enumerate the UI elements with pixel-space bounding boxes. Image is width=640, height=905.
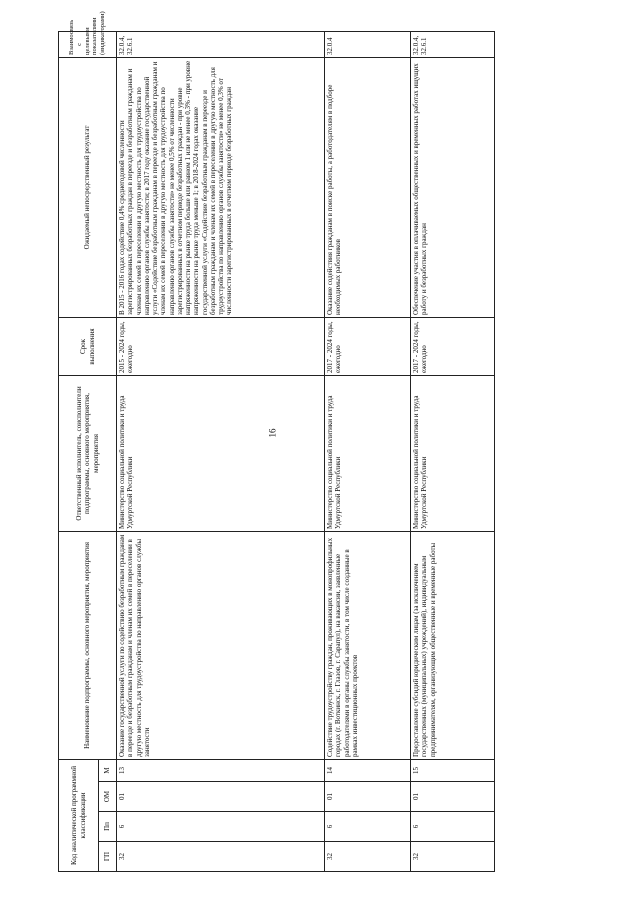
cell-gp: 32 [411,842,495,872]
cell-m: 13 [117,759,325,781]
cell-om: 01 [325,782,411,812]
cell-name: Оказание государственной услуги по содействию безработным гражданам в переезде и безработным гражданам и членам их семей в переселении в другую местность для трудоустройства по направлению органов службы занятости [117,531,325,759]
cell-executor: Министерство социальной политики и труда Удмуртской Республики [325,375,411,531]
header-om: ОМ [99,782,117,812]
header-gp: ГП [99,842,117,872]
cell-result: Оказание содействия гражданам в поиске работы, а работодателям в подборе необходимых работников [325,57,411,317]
table-row [325,31,411,871]
header-name: Наименование подпрограммы, основного мероприятия, мероприятия [59,531,117,759]
cell-om: 01 [411,782,495,812]
page-number: 16 [267,428,278,438]
cell-term: 2017 - 2024 годы, ежегодно [325,317,411,375]
cell-pp: 6 [411,812,495,842]
cell-name: Предоставление субсидий юридическим лицам (за исключением государственных (муниципальных) учреждений), индивидуальным предпринимателям, организующим общественные и временные работы [411,531,495,759]
cell-om: 01 [117,782,325,812]
cell-link: 32.0.4 [325,31,411,57]
cell-m: 14 [325,759,411,781]
rotated-table-sheet [58,11,498,872]
header-code-group: Код аналитической программной классификации [59,759,99,871]
cell-term: 2015 - 2024 годы, ежегодно [117,317,325,375]
program-table [58,11,495,872]
header-pp: Пп [99,812,117,842]
cell-m: 15 [411,759,495,781]
cell-pp: 6 [117,812,325,842]
cell-executor: Министерство социальной политики и труда Удмуртской Республики [117,375,325,531]
table-row [117,31,325,871]
cell-link: 32.0.4, 32.6.1 [117,31,325,57]
table-row [411,31,495,871]
header-result: Ожидаемый непосредственный результат [59,57,117,317]
cell-executor: Министерство социальной политики и труда Удмуртской Республики [411,375,495,531]
cell-name: Содействие трудоустройству граждан, проживающих в монопрофильных городах (г. Воткинск, г. Глазов, г. Сарапул), на вакансии, заявленные работодателями в органы службы занятости, в том числе созданные в рамках инвестиционных проектов [325,531,411,759]
cell-result: В 2015 - 2016 годах содействие 0,4% среднегодовой численности зарегистрированных безработных граждан в переезде и безработным гражданам и членам их семей в переселении в другую местность для трудоустройства по направлению органов службы занятости; в 2017 году оказание государственной услуги «Содействие безработным гражданам в переезде и безработным гражданам и членам их семей в переселении в другую местность для трудоустройства по направлению органов службы занятости» не менее 0,5% от численности зарегистрированных в отчетном периоде безработных граждан - при уровне напряженности на рынке труда больше или равном 1 или не менее 0,3% - при уровне напряженности на рынке труда меньше 1; в 2018-2024 годах оказание государственной услуги «Содействие безработным гражданам в переезде и безработным гражданам и членам их семей в переселении в другую местность для трудоустройства по направлению органов службы занятости» не менее 0,3% от численности зарегистрированных в отчетном периоде безработных граждан [117,57,325,317]
header-executor: Ответственный исполнитель, соисполнители подпрограммы, основного мероприятия, мероприятия [59,375,117,531]
header-m: М [99,759,117,781]
cell-gp: 32 [117,842,325,872]
cell-gp: 32 [325,842,411,872]
header-term: Срок выполнения [59,317,117,375]
cell-link: 32.0.4, 32.6.1 [411,31,495,57]
cell-result: Обеспечение участия в оплачиваемых общественных и временных работах ищущих работу и безработных граждан [411,57,495,317]
cell-pp: 6 [325,812,411,842]
header-link: Взаимосвязь с целевыми показателями (индикаторами) [59,31,117,57]
cell-term: 2017 - 2024 годы, ежегодно [411,317,495,375]
